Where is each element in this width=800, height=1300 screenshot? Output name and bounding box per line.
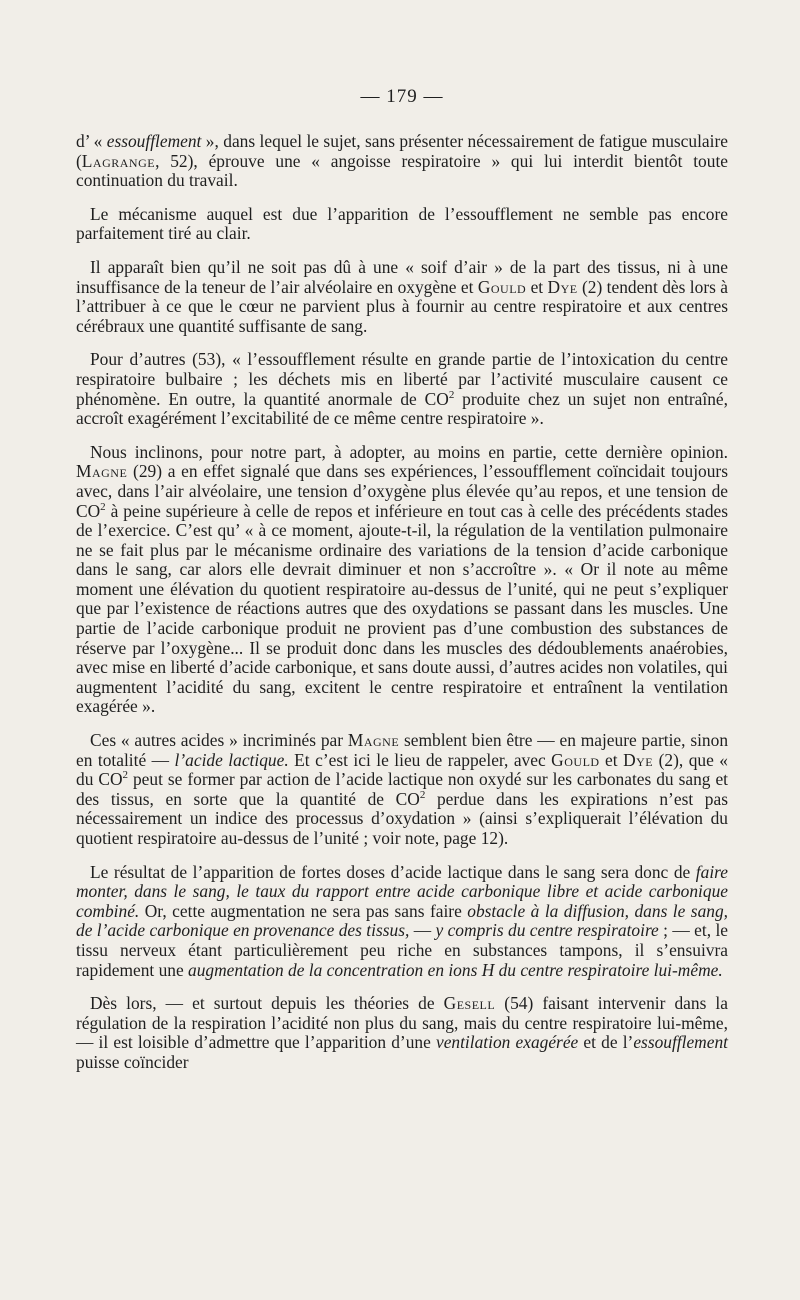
paragraph-8	[76, 994, 728, 1072]
italic-text: obstacle à la diffusion, dans le sang, de l’acide carbonique en provenance des tissus,	[76, 900, 728, 941]
italic-text: faire monter, dans le sang, le taux du rapport entre acide carbonique libre et acide carbonique combiné.	[76, 861, 728, 921]
text-run: Nous inclinons, pour notre part, à adopter, au moins en partie, cette dernière opinion.	[90, 441, 728, 462]
italic-text: y compris du centre respiratoire	[435, 920, 659, 941]
text-run: Le résultat de l’apparition de fortes doses d’acide lactique dans le sang sera donc de	[90, 861, 696, 882]
text-run: Pour d’autres (53), « l’essoufflement résulte en grande partie de l’intoxication du centre respiratoire bulbaire ; les déchets mis en liberté par l’activité musculaire causent ce phénomène. En outre, la quantité anormale de CO	[76, 349, 728, 409]
text-run: peut se former par action de l’acide lactique non oxydé sur les carbonates du sang et des tissus, en sorte que la quantité de CO	[76, 769, 728, 809]
text-run: Or, cette augmentation ne sera pas sans faire	[139, 900, 468, 921]
author-name: Magne	[347, 730, 400, 751]
text-run: (2) tendent dès lors à l’attribuer à ce que le cœur ne parvient plus à fournir au centre respiratoire et aux centres cérébraux une quantité suffisante de sang.	[76, 276, 728, 336]
text-run: (54) faisant intervenir dans la régulation de la respiration l’acidité non plus du sang, mais du centre respiratoire lui-même, — il est loisible d’admettre que l’apparition d’une	[76, 993, 728, 1053]
superscript: 2	[100, 500, 106, 513]
author-name: Magne	[76, 461, 128, 482]
text-run: ; — et, le tissu nerveux étant particulièrement peu riche en substances tampons, il s’ensuivra rapidement une	[76, 920, 728, 980]
page-number: — 179 —	[360, 86, 444, 107]
text-run: semblent bien être — en majeure partie, sinon en totalité —	[76, 730, 729, 770]
text-run: (2), que « du CO	[76, 749, 729, 790]
author-name: Gesell	[443, 993, 496, 1014]
paragraph-6	[76, 731, 728, 849]
author-name: Gould	[477, 276, 527, 297]
author-name: Gould	[551, 749, 600, 770]
italic-text: essoufflement	[106, 131, 202, 151]
text-run: », dans lequel le sujet, sans présenter nécessairement de fatigue musculaire (	[76, 131, 728, 171]
italic-text: augmentation de la concentration en ions H du centre respiratoire lui-même.	[188, 959, 723, 980]
text-run: Dès lors, — et surtout depuis les théories de	[90, 993, 444, 1014]
text-run: , 52), éprouve une « angoisse respiratoire » qui lui interdit bientôt toute continuation du travail.	[76, 150, 728, 191]
text-run: puisse coïncider	[76, 1051, 189, 1072]
text-run: (29) a en effet signalé que dans ses expériences, l’essoufflement coïncidait toujours avec, dans l’air alvéolaire, une tension d’oxygène plus élevée qu’au repos, et une tension de CO	[76, 461, 728, 521]
superscript: 2	[448, 388, 455, 401]
author-name: Dye	[547, 276, 578, 297]
text-run: produite chez un sujet non entraîné, accroît exagérément l’excitabilité de ce même centre respiratoire ».	[76, 388, 728, 429]
superscript: 2	[122, 769, 129, 782]
superscript: 2	[419, 789, 426, 802]
italic-text: ventilation exagérée	[435, 1032, 579, 1053]
author-name: Dye	[623, 749, 654, 770]
text-run: Et c’est ici le lieu de rappeler, avec	[288, 749, 552, 770]
paragraph-3	[76, 258, 728, 336]
text-run: Ces « autres acides » incriminés par	[90, 730, 348, 751]
italic-text: l’acide lactique.	[174, 749, 289, 770]
paragraph-7	[76, 863, 728, 981]
text-run: à peine supérieure à celle de repos et inférieure en tout cas à celle des précédents stades de l’exercice. C’est qu’ « à ce moment, ajoute-t-il, la régulation de la ventilation pulmonaire ne se fait plus par le mécanisme ordinaire des variations de la tension d’acide carbonique dans le sang, car alors elle devrait diminuer et non s’accroître ». « Or il note au même moment une élévation du quotient respiratoire au-dessus de l’unité, qui ne peut s’expliquer que par l’existence de réactions autres que des oxydations se passant dans les muscles. Une partie de l’acide carbonique produit ne provient pas d’une combustion des substances de réserve par l’oxygène... Il se produit donc dans les muscles des dédoublements anaérobies, avec mise en liberté d’acide carbonique, et sans doute aussi, d’autres acides non volatiles, qui augmentent l’acidité du sang, excitent le centre respiratoire et entraînent la ventilation exagérée ».	[76, 500, 728, 717]
text-run: —	[409, 920, 436, 941]
paragraph-4	[76, 350, 728, 428]
paragraph-5	[76, 443, 728, 717]
text-run: et	[599, 749, 624, 770]
paragraph-2: Le mécanisme auquel est due l’apparition de l’essoufflement ne semble pas encore parfaitement tiré au clair.	[76, 203, 728, 244]
text-run: Il apparaît bien qu’il ne soit pas dû à une « soif d’air » de la part des tissus, ni à une insuffisance de la teneur de l’air alvéolaire en oxygène et	[76, 256, 728, 297]
text-run: d’ «	[76, 131, 107, 151]
text-run: et de l’	[578, 1032, 634, 1053]
author-name: Lagrange	[81, 150, 156, 171]
italic-text: essoufflement	[633, 1032, 728, 1053]
text-run: perdue dans les expirations n’est pas nécessairement un indice des processus d’oxydation » (ainsi s’expliquerait l’élévation du quotient respiratoire au-dessus de l’unité ; voir note, page 12).	[76, 788, 728, 848]
paragraph-1	[76, 132, 728, 191]
text-run: et	[526, 276, 548, 297]
